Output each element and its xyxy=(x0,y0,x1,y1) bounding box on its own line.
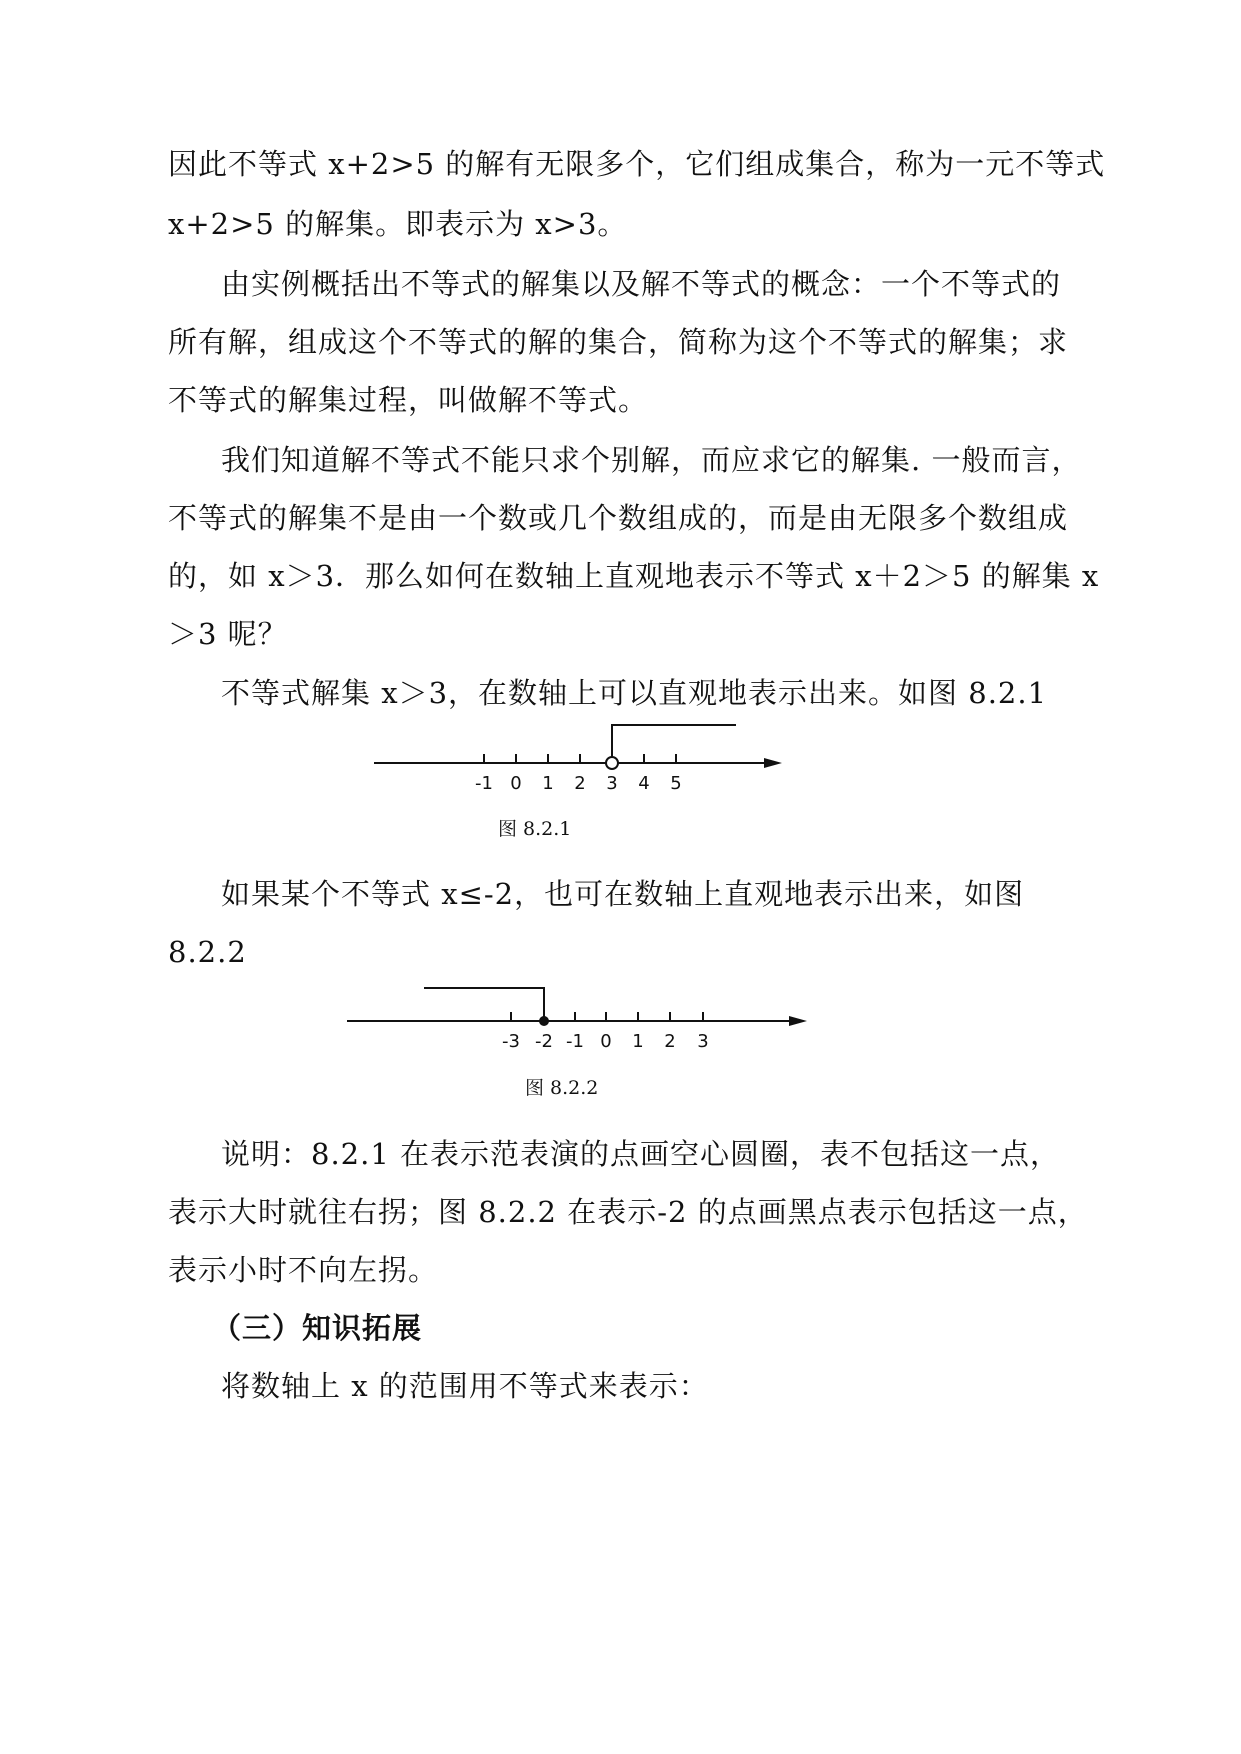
figure-2-caption: 图 8.2.2 xyxy=(525,1077,599,1099)
paragraph6-line3: 表示小时不向左拐。 xyxy=(168,1253,439,1287)
closed-endpoint-dot xyxy=(539,1016,549,1026)
paragraph5-line2: 8.2.2 xyxy=(168,935,247,969)
tick-label: 0 xyxy=(510,773,522,794)
tick-marks xyxy=(484,754,676,763)
paragraph5-line1: 如果某个不等式 x≤-2，也可在数轴上直观地表示出来，如图 xyxy=(221,877,1025,911)
tick-label: 1 xyxy=(542,773,554,794)
paragraph7-line1: 将数轴上 x 的范围用不等式来表示： xyxy=(221,1369,709,1403)
solution-set-bracket xyxy=(424,988,544,1021)
tick-label: 4 xyxy=(638,773,650,794)
tick-label: 2 xyxy=(664,1031,676,1052)
tick-label: 0 xyxy=(600,1031,612,1052)
tick-label: -2 xyxy=(535,1031,553,1052)
tick-label: 2 xyxy=(574,773,586,794)
tick-label: 3 xyxy=(697,1031,709,1052)
paragraph3-line2: 不等式的解集不是由一个数或几个数组成的，而是由无限多个数组成 xyxy=(168,501,1069,535)
number-line-figure-1 xyxy=(0,710,1241,830)
tick-label: -1 xyxy=(475,773,493,794)
paragraph2-line3: 不等式的解集过程，叫做解不等式。 xyxy=(168,383,649,417)
tick-label: 5 xyxy=(670,773,682,794)
axis-arrow-icon xyxy=(789,1016,807,1026)
open-endpoint-circle xyxy=(606,757,618,769)
paragraph6-line1: 说明：8.2.1 在表示范表演的点画空心圆圈，表不包括这一点， xyxy=(221,1137,1061,1171)
tick-label: -1 xyxy=(566,1031,584,1052)
tick-label: 1 xyxy=(632,1031,644,1052)
paragraph3-line4: ＞3 呢？ xyxy=(168,617,288,651)
solution-set-bracket xyxy=(612,725,736,756)
paragraph6-line2: 表示大时就往右拐；图 8.2.2 在表示-2 的点画黑点表示包括这一点， xyxy=(168,1195,1088,1229)
tick-label: -3 xyxy=(502,1031,520,1052)
paragraph1-line2: x+2>5 的解集。即表示为 x>3。 xyxy=(168,207,628,241)
number-line-figure-2 xyxy=(0,970,1241,1090)
paragraph2-line2: 所有解，组成这个不等式的解的集合，简称为这个不等式的解集；求 xyxy=(168,325,1069,359)
paragraph2-line1: 由实例概括出不等式的解集以及解不等式的概念：一个不等式的 xyxy=(221,267,1062,301)
tick-label: 3 xyxy=(606,773,618,794)
paragraph4-line1: 不等式解集 x＞3，在数轴上可以直观地表示出来。如图 8.2.1 xyxy=(221,676,1048,710)
paragraph3-line1: 我们知道解不等式不能只求个别解，而应求它的解集. 一般而言， xyxy=(221,443,1082,477)
axis-arrow-icon xyxy=(764,758,782,768)
paragraph3-line3: 的，如 x＞3．那么如何在数轴上直观地表示不等式 x＋2＞5 的解集 x xyxy=(168,559,1100,593)
section-heading: （三）知识拓展 xyxy=(212,1311,423,1345)
figure-1-caption: 图 8.2.1 xyxy=(498,818,572,840)
paragraph1-line1: 因此不等式 x+2>5 的解有无限多个，它们组成集合，称为一元不等式 xyxy=(168,147,1106,181)
